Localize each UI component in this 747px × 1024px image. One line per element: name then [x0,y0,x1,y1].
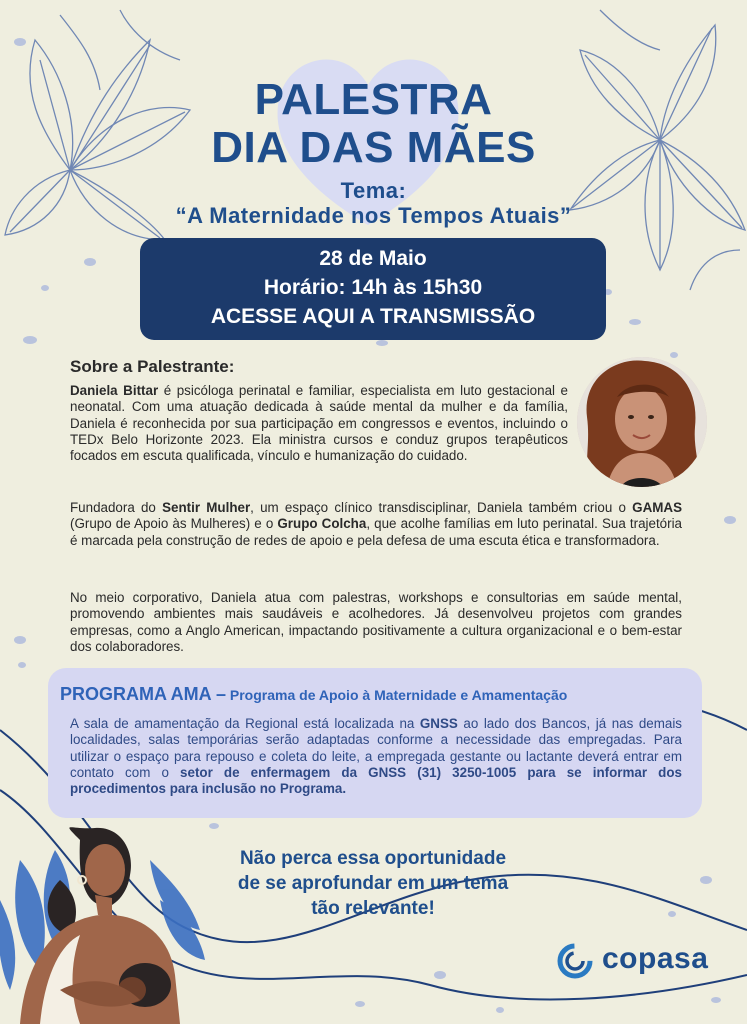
speaker-paragraph-1 [70,383,568,464]
speaker-paragraph-3: No meio corporativo, Daniela atua com palestras, workshops e consultorias em saúde mental, promovendo ambientes mais saudáveis e acolhedores. Já desenvolveu projetos com grandes empresas, como a Anglo American, impactando positivamente a cultura organizacional e o bem-estar dos colaboradores. [70,590,682,654]
ama-title-sub: Programa de Apoio à Maternidade e Amamentação [226,687,568,703]
speaker-heading: Sobre a Palestrante: [70,357,235,376]
cta-line-3: tão relevante! [311,898,435,919]
grupo-colcha-bold: Grupo Colcha [277,516,367,532]
theme-text: “A Maternidade nos Tempos Atuais” [175,203,572,228]
cta-line-2: de se aprofundar em um tema [237,873,509,894]
text-span: A sala de amamentação da Regional está localizada na [70,716,420,731]
text-span: , um espaço clínico transdisciplinar, Daniela também criou o [250,500,633,515]
copasa-logo-text: copasa [602,942,709,975]
text-span: (Grupo de Apoio às Mulheres) e o [70,516,278,532]
event-time: Horário: 14h às 15h30 [263,276,483,299]
contact-bold: setor de enfermagem da GNSS (31) 3250-1005 para se informar dos procedimentos para inclusão no Programa. [70,764,682,797]
event-banner[interactable] [140,238,606,340]
speaker-photo [577,357,707,487]
speaker-paragraph-2 [70,500,682,549]
gnss-bold: GNSS [419,716,458,731]
speaker-bio-text: é psicóloga perinatal e familiar, especialista em luto gestacional e neonatal. Com uma atuação dedicada à saúde mental da mulher e da família, Daniela é reconhecida por sua participação em congressos e eventos, incluindo o TEDx Belo Horizonte 2023. Ela ministra cursos e conduz grupos terapêuticos focados em escuta qualificada, vínculo e humanização do cuidado. [70,383,568,464]
speaker-section [70,357,568,464]
speaker-name: Daniela Bittar [70,383,159,398]
ama-title-main: PROGRAMA AMA – [60,684,226,704]
title-line-1: PALESTRA [254,75,493,124]
theme-label: Tema: [340,178,407,203]
text-span: ao lado dos Bancos, já nas demais localidades, salas temporárias serão adaptadas conforme a necessidade das empregadas. Para utilizar o espaço para repouso e coleta do leite, a empregada gestante ou lactante deverá entrar em contato com o [70,716,682,780]
event-date: 28 de Maio [319,247,427,270]
gamas-bold: GAMAS [632,500,682,515]
sentir-mulher-bold: Sentir Mulher [162,500,251,515]
access-transmission-link[interactable]: ACESSE AQUI A TRANSMISSÃO [210,305,536,328]
ama-description [70,716,682,797]
call-to-action [198,846,548,921]
text-span: Fundadora do [70,500,163,515]
text-span: , que acolhe famílias em luto perinatal. Sua trajetória é marcada pela construção de redes de apoio e pela defesa de uma escuta ética e transformadora. [70,516,683,548]
title-line-2: DIA DAS MÃES [211,123,536,172]
cta-line-1: Não perca essa oportunidade [239,848,507,869]
ama-title [60,684,567,705]
speaker-portrait-illustration [577,357,707,487]
